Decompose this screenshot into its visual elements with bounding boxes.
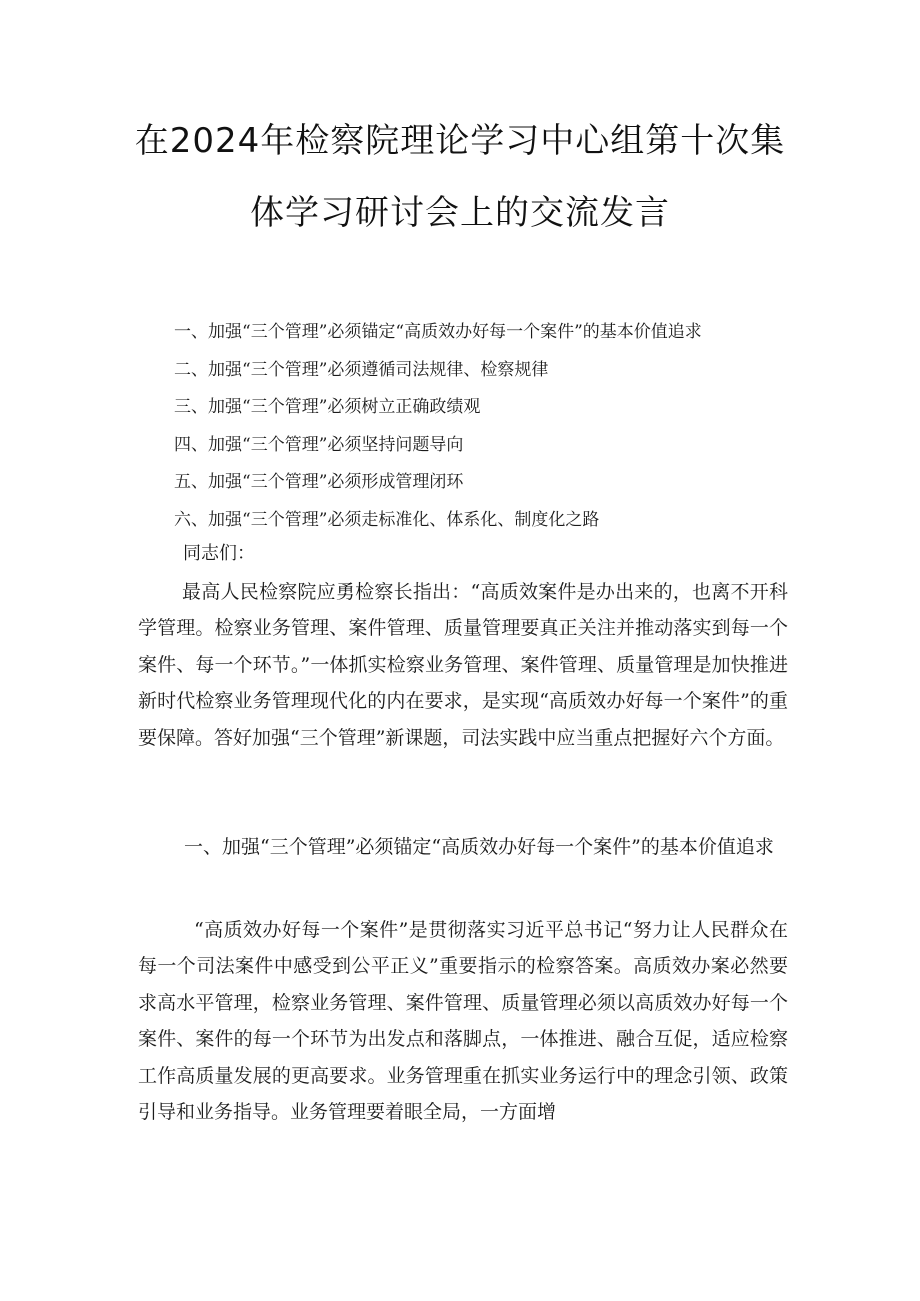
toc-item-2: 二、加强“三个管理”必须遵循司法规律、检察规律 xyxy=(174,359,549,380)
greeting: 同志们： xyxy=(183,543,255,564)
paragraph-intro: 最高人民检察院应勇检察长指出：“高质效案件是办出来的，也离不开科学管理。检察业务管理、案件管理、质量管理要真正关注并推动落实到每一个案件、每一个环节。”一体抓实检察业务管理、案件管理、质量管理是加快推进新时代检察业务管理现代化的内在要求，是实现“高质效办好每一个案件”的重要保障。答好加强“三个管理”新课题，司法实践中应当重点把握好六个方面。 xyxy=(138,581,788,749)
section-heading-1: 一、加强“三个管理”必须锚定“高质效办好每一个案件”的基本价值追求 xyxy=(184,836,774,858)
document-title-line-2: 体学习研讨会上的交流发言 xyxy=(250,193,670,233)
toc-item-6: 六、加强“三个管理”必须走标准化、体系化、制度化之路 xyxy=(174,509,600,530)
document-title-line-1: 在2024年检察院理论学习中心组第十次集 xyxy=(134,121,786,161)
toc-item-1: 一、加强“三个管理”必须锚定“高质效办好每一个案件”的基本价值追求 xyxy=(174,322,702,342)
toc-item-3: 三、加强“三个管理”必须树立正确政绩观 xyxy=(174,397,481,418)
toc-item-5: 五、加强“三个管理”必须形成管理闭环 xyxy=(174,472,464,493)
table-of-contents xyxy=(174,314,814,540)
paragraph-section-1: “高质效办好每一个案件”是贯彻落实习近平总书记“努力让人民群众在每一个司法案件中感受到公平正义”重要指示的检察答案。高质效办案必然要求高水平管理，检察业务管理、案件管理、质量管理必须以高质效办好每一个案件、案件的每一个环节为出发点和落脚点，一体推进、融合互促，适应检察工作高质量发展的更高要求。业务管理重在抓实业务运行中的理念引领、政策引导和业务指导。业务管理要着眼全局，一方面增 xyxy=(138,919,788,1124)
toc-item-4: 四、加强“三个管理”必须坚持问题导向 xyxy=(174,434,464,455)
